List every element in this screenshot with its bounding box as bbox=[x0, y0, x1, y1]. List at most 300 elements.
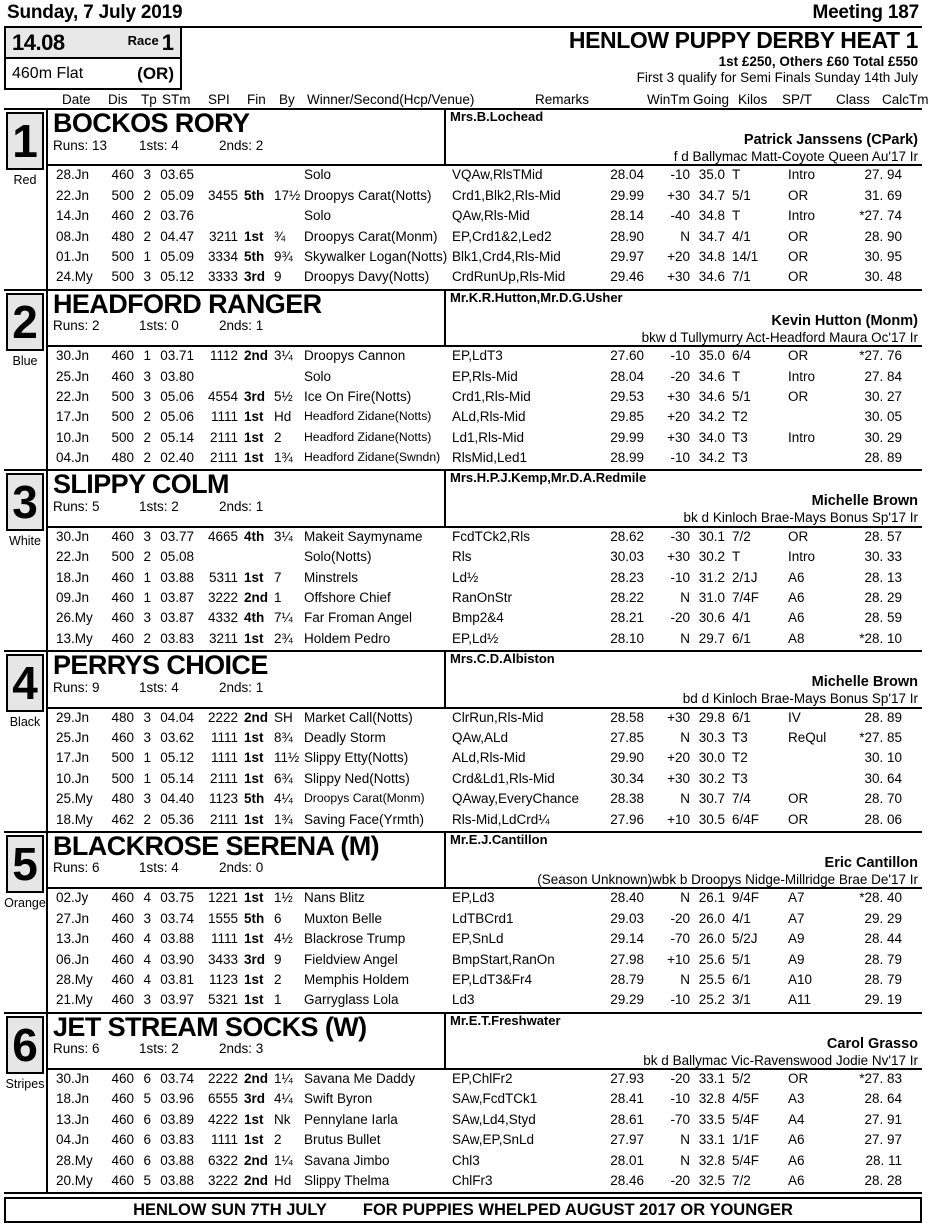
form-spi: 3211 bbox=[208, 228, 238, 244]
form-sp: 9/4F bbox=[732, 890, 760, 906]
form-trap: 2 bbox=[143, 450, 151, 466]
form-calctime: 30. 29 bbox=[864, 429, 902, 445]
form-calctime: *27. 85 bbox=[859, 729, 902, 745]
form-dis: 500 bbox=[111, 750, 134, 766]
runner-stats bbox=[53, 318, 444, 335]
form-finish: 2nd bbox=[244, 1071, 269, 1087]
form-row[interactable] bbox=[48, 228, 922, 248]
seconds-value: 0 bbox=[255, 860, 264, 876]
seconds-label: 2nds: bbox=[219, 860, 253, 876]
runner-name: HEADFORD RANGER bbox=[53, 288, 322, 319]
form-winner-second: Solo bbox=[304, 167, 332, 183]
runner-name-box[interactable] bbox=[48, 1011, 446, 1070]
race-prize: 1st £250, Others £60 Total £550 bbox=[718, 54, 918, 70]
runs-label: Runs: bbox=[53, 318, 89, 334]
form-sp: 3/1 bbox=[732, 992, 751, 1008]
form-going: -20 bbox=[670, 910, 690, 926]
form-remarks: FcdTCk2,Rls bbox=[452, 528, 531, 544]
runner-connections bbox=[446, 833, 922, 889]
runner-name-box[interactable] bbox=[48, 471, 446, 527]
form-dis: 500 bbox=[111, 409, 134, 425]
form-remarks: EP,LdT3&Fr4 bbox=[452, 971, 533, 987]
firsts-label: 1sts: bbox=[139, 137, 168, 153]
runs-label: Runs: bbox=[53, 137, 89, 153]
form-calctime: *28. 10 bbox=[859, 630, 902, 646]
form-beaten-by: Hd bbox=[274, 409, 292, 425]
form-trap: 2 bbox=[143, 811, 151, 827]
form-row[interactable] bbox=[48, 166, 922, 186]
form-row[interactable] bbox=[48, 630, 922, 650]
form-date: 25.Jn bbox=[56, 729, 90, 745]
form-class: A9 bbox=[788, 931, 805, 947]
form-finish: 1st bbox=[244, 409, 264, 425]
form-finish: 1st bbox=[244, 429, 264, 445]
form-row[interactable] bbox=[48, 1090, 922, 1110]
form-class: OR bbox=[788, 348, 809, 364]
form-spi: 3222 bbox=[207, 590, 238, 606]
form-calctime: *27. 83 bbox=[859, 1071, 902, 1087]
form-going: +30 bbox=[667, 709, 690, 725]
runner-name-box[interactable] bbox=[48, 288, 446, 347]
form-beaten-by: 1 bbox=[274, 992, 282, 1008]
form-dis: 480 bbox=[111, 450, 134, 466]
form-row[interactable] bbox=[48, 910, 922, 930]
form-going: +30 bbox=[667, 388, 690, 404]
runs-label: Runs: bbox=[53, 1041, 89, 1057]
form-spi: 4222 bbox=[207, 1111, 238, 1127]
form-winner-second: Offshore Chief bbox=[304, 590, 391, 606]
form-trap: 3 bbox=[143, 610, 151, 626]
form-beaten-by: 1 bbox=[274, 590, 282, 606]
form-date: 30.Jn bbox=[56, 528, 90, 544]
form-finish: 4th bbox=[244, 610, 265, 626]
form-remarks: SAw,FcdTCk1 bbox=[452, 1091, 538, 1107]
form-dis: 460 bbox=[111, 971, 134, 987]
form-row[interactable] bbox=[48, 368, 922, 388]
form-kilos: 30.2 bbox=[698, 770, 725, 786]
form-trap: 4 bbox=[143, 890, 151, 906]
form-remarks: LdTBCrd1 bbox=[452, 910, 514, 926]
runners-list bbox=[4, 110, 922, 1194]
form-finish: 1st bbox=[244, 228, 264, 244]
form-date: 06.Jn bbox=[56, 951, 90, 967]
form-beaten-by: 7 bbox=[274, 569, 282, 585]
form-going: -10 bbox=[670, 348, 690, 364]
form-wintime: 27.85 bbox=[610, 729, 644, 745]
form-dis: 500 bbox=[111, 187, 134, 203]
form-remarks: EP,ChlFr2 bbox=[452, 1071, 513, 1087]
colheader-spi: SPI bbox=[208, 92, 230, 107]
trap-colour-label: Black bbox=[9, 715, 41, 730]
form-going: +20 bbox=[667, 409, 690, 425]
form-wintime: 28.79 bbox=[610, 971, 644, 987]
runner-body bbox=[48, 110, 922, 289]
form-remarks: Crd1,Rls-Mid bbox=[452, 388, 531, 404]
form-row[interactable] bbox=[48, 207, 922, 227]
form-remarks: RanOnStr bbox=[452, 590, 513, 606]
form-dis: 460 bbox=[111, 1111, 134, 1127]
trap-number: 5 bbox=[6, 835, 44, 893]
form-going: -20 bbox=[670, 1071, 690, 1087]
form-dis: 500 bbox=[111, 770, 134, 786]
form-sectional: 03.74 bbox=[160, 910, 194, 926]
form-trap: 2 bbox=[143, 429, 151, 445]
form-spi: 3333 bbox=[207, 269, 238, 285]
form-date: 28.My bbox=[56, 1152, 93, 1168]
form-kilos: 32.8 bbox=[698, 1152, 725, 1168]
form-kilos: 25.5 bbox=[698, 971, 725, 987]
form-row[interactable] bbox=[48, 268, 922, 288]
form-sp: 5/4F bbox=[732, 1111, 760, 1127]
form-going: +10 bbox=[667, 951, 690, 967]
form-row[interactable] bbox=[48, 951, 922, 971]
trap-column bbox=[4, 652, 48, 831]
form-remarks: EP,SnLd bbox=[452, 931, 504, 947]
form-kilos: 30.2 bbox=[698, 549, 725, 565]
form-finish: 4th bbox=[244, 528, 265, 544]
form-class: A11 bbox=[788, 992, 812, 1008]
form-going: N bbox=[680, 228, 690, 244]
runner-name-box[interactable] bbox=[48, 830, 446, 889]
runner-name-box[interactable] bbox=[48, 110, 446, 166]
form-trap: 2 bbox=[143, 549, 151, 565]
form-beaten-by: 3¼ bbox=[274, 348, 293, 364]
trap-colour-label: Orange bbox=[4, 895, 46, 910]
form-class: A6 bbox=[788, 610, 805, 626]
form-trap: 3 bbox=[143, 388, 151, 404]
form-dis: 460 bbox=[111, 167, 134, 183]
form-going: N bbox=[680, 1132, 690, 1148]
form-calctime: *27. 76 bbox=[859, 348, 902, 364]
form-kilos: 32.8 bbox=[698, 1091, 725, 1107]
form-spi: 3433 bbox=[207, 951, 238, 967]
form-winner-second: Garryglass Lola bbox=[304, 992, 399, 1008]
colheader-remarks: Remarks bbox=[535, 92, 590, 107]
form-finish: 1st bbox=[244, 971, 264, 987]
form-sp: T3 bbox=[732, 770, 748, 786]
owner-name: Mr.E.T.Freshwater bbox=[450, 1012, 561, 1028]
form-row[interactable] bbox=[48, 729, 922, 749]
runner-header bbox=[48, 1011, 922, 1070]
form-row[interactable] bbox=[48, 408, 922, 428]
form-dis: 460 bbox=[111, 348, 134, 364]
form-sp: T bbox=[732, 368, 741, 384]
form-lines bbox=[48, 1070, 922, 1192]
form-row[interactable] bbox=[48, 548, 922, 568]
form-calctime: 28. 79 bbox=[864, 971, 902, 987]
form-trap: 2 bbox=[143, 630, 151, 646]
form-trap: 3 bbox=[143, 368, 151, 384]
race-distance: 460m Flat bbox=[12, 64, 84, 82]
runner-block bbox=[4, 830, 922, 1014]
form-wintime: 27.98 bbox=[610, 951, 644, 967]
form-class: A6 bbox=[788, 590, 805, 606]
form-date: 22.Jn bbox=[56, 549, 90, 565]
form-spi: 1111 bbox=[210, 750, 238, 766]
breeding-line: bd d Kinloch Brae-Mays Bonus Sp'17 Ir bbox=[682, 691, 918, 707]
seconds-value: 1 bbox=[255, 499, 264, 514]
form-kilos: 33.1 bbox=[698, 1132, 725, 1148]
form-kilos: 34.7 bbox=[698, 187, 725, 203]
form-row[interactable] bbox=[48, 609, 922, 629]
runner-header bbox=[48, 471, 922, 527]
form-finish: 5th bbox=[244, 910, 265, 926]
form-class: A8 bbox=[788, 630, 805, 646]
form-kilos: 34.7 bbox=[698, 228, 725, 244]
form-row[interactable] bbox=[48, 449, 922, 469]
form-kilos: 34.0 bbox=[698, 429, 725, 445]
form-dis: 500 bbox=[111, 248, 134, 264]
runner-name-box[interactable] bbox=[48, 652, 446, 708]
form-wintime: 28.38 bbox=[610, 791, 644, 807]
form-kilos: 26.0 bbox=[698, 931, 725, 947]
form-kilos: 33.1 bbox=[698, 1071, 725, 1087]
form-sectional: 05.14 bbox=[160, 429, 194, 445]
firsts-label: 1sts: bbox=[139, 679, 168, 695]
form-row[interactable] bbox=[48, 1070, 922, 1090]
form-row[interactable] bbox=[48, 429, 922, 449]
form-kilos: 35.0 bbox=[698, 348, 725, 364]
form-sp: 6/4F bbox=[732, 811, 760, 827]
form-remarks: SAw,EP,SnLd bbox=[452, 1132, 535, 1148]
form-sectional: 05.36 bbox=[160, 811, 194, 827]
form-sectional: 03.96 bbox=[160, 1091, 194, 1107]
form-spi: 1111 bbox=[210, 1132, 238, 1148]
form-row[interactable] bbox=[48, 187, 922, 207]
form-row[interactable] bbox=[48, 1111, 922, 1131]
form-date: 18.Jn bbox=[56, 1091, 90, 1107]
form-remarks: Rls-Mid,LdCrd¼ bbox=[452, 811, 550, 827]
form-winner-second: Solo bbox=[304, 368, 332, 384]
form-sp: 14/1 bbox=[732, 248, 759, 264]
runner-name: BLACKROSE SERENA (M) bbox=[53, 830, 380, 861]
form-row[interactable] bbox=[48, 1152, 922, 1172]
race-qualification-note: First 3 qualify for Semi Finals Sunday 14th July bbox=[636, 70, 918, 86]
form-class: A6 bbox=[788, 1173, 805, 1189]
trap-column bbox=[4, 291, 48, 470]
form-calctime: 29. 19 bbox=[864, 992, 902, 1008]
runner-body bbox=[48, 288, 922, 470]
form-going: N bbox=[680, 590, 690, 606]
form-going: -70 bbox=[670, 1111, 690, 1127]
runner-header bbox=[48, 830, 922, 889]
form-class: OR bbox=[788, 791, 809, 807]
form-class: IV bbox=[788, 709, 801, 725]
form-trap: 2 bbox=[143, 228, 151, 244]
runner-block bbox=[4, 288, 922, 472]
breeding-line: f d Ballymac Matt-Coyote Queen Au'17 Ir bbox=[673, 148, 918, 164]
form-calctime: 27. 97 bbox=[864, 1132, 902, 1148]
owner-name: Mrs.H.P.J.Kemp,Mr.D.A.Redmile bbox=[450, 470, 647, 486]
form-row[interactable] bbox=[48, 589, 922, 609]
form-calctime: 30. 27 bbox=[864, 388, 902, 404]
runner-body bbox=[48, 652, 922, 831]
form-wintime: 28.04 bbox=[610, 368, 644, 384]
form-sectional: 05.08 bbox=[160, 549, 194, 565]
form-row[interactable] bbox=[48, 709, 922, 729]
form-calctime: 28. 57 bbox=[864, 528, 902, 544]
form-row[interactable] bbox=[48, 790, 922, 810]
runs-label: Runs: bbox=[53, 679, 89, 695]
form-sp: T2 bbox=[732, 409, 748, 425]
form-class: ReQul bbox=[788, 729, 827, 745]
form-row[interactable] bbox=[48, 569, 922, 589]
race-title: HENLOW PUPPY DERBY HEAT 1 bbox=[568, 27, 918, 53]
form-kilos: 29.8 bbox=[698, 709, 725, 725]
form-remarks: EP,Crd1&2,Led2 bbox=[452, 228, 552, 244]
form-dis: 460 bbox=[111, 208, 134, 224]
race-info-box bbox=[4, 28, 182, 90]
form-date: 02.Jy bbox=[56, 890, 89, 906]
form-sp: T bbox=[732, 549, 741, 565]
runner-header bbox=[48, 652, 922, 708]
runner-header bbox=[48, 288, 922, 347]
form-lines bbox=[48, 709, 922, 831]
form-sectional: 03.81 bbox=[160, 971, 194, 987]
form-sectional: 03.87 bbox=[160, 610, 194, 626]
form-beaten-by: 4½ bbox=[274, 931, 293, 947]
form-sectional: 03.83 bbox=[160, 630, 194, 646]
form-row[interactable] bbox=[48, 1131, 922, 1151]
runner-body bbox=[48, 471, 922, 650]
page-footer bbox=[4, 1197, 922, 1223]
form-row[interactable] bbox=[48, 991, 922, 1011]
form-spi: 1123 bbox=[208, 791, 238, 807]
form-row[interactable] bbox=[48, 388, 922, 408]
form-dis: 462 bbox=[111, 811, 134, 827]
form-calctime: 28. 11 bbox=[865, 1152, 902, 1168]
form-dis: 460 bbox=[111, 630, 134, 646]
trap-column bbox=[4, 1014, 48, 1193]
form-going: -10 bbox=[670, 992, 690, 1008]
form-kilos: 30.0 bbox=[698, 750, 725, 766]
colheader-calctm: CalcTm bbox=[882, 92, 929, 107]
form-remarks: Crd1,Blk2,Rls-Mid bbox=[452, 187, 561, 203]
form-row[interactable] bbox=[48, 248, 922, 268]
form-calctime: 28. 06 bbox=[864, 811, 902, 827]
form-date: 13.Jn bbox=[56, 931, 90, 947]
form-dis: 460 bbox=[111, 1152, 134, 1168]
form-beaten-by: 11½ bbox=[274, 750, 300, 766]
form-going: N bbox=[680, 890, 690, 906]
form-beaten-by: 3¼ bbox=[274, 528, 293, 544]
form-date: 30.Jn bbox=[56, 1071, 90, 1087]
form-row[interactable] bbox=[48, 528, 922, 548]
form-finish: 1st bbox=[244, 931, 264, 947]
form-dis: 480 bbox=[111, 228, 134, 244]
race-time-row bbox=[6, 28, 180, 59]
form-row[interactable] bbox=[48, 1172, 922, 1192]
trap-column bbox=[4, 833, 48, 1012]
form-class: Intro bbox=[788, 368, 816, 384]
form-winner-second: Slippy Etty(Notts) bbox=[304, 750, 409, 766]
runs-label: Runs: bbox=[53, 499, 89, 514]
form-row[interactable] bbox=[48, 749, 922, 769]
form-date: 04.Jn bbox=[56, 450, 90, 466]
race-label: Race bbox=[127, 32, 159, 48]
form-class: OR bbox=[788, 1071, 809, 1087]
runner-stats bbox=[53, 499, 444, 516]
form-wintime: 28.46 bbox=[610, 1173, 644, 1189]
form-winner-second: Headford Zidane(Swndn) bbox=[304, 450, 441, 465]
seconds-label: 2nds: bbox=[219, 137, 253, 153]
runner-body bbox=[48, 830, 922, 1012]
form-row[interactable] bbox=[48, 811, 922, 831]
form-beaten-by: 6 bbox=[274, 910, 282, 926]
form-sp: 6/1 bbox=[732, 971, 751, 987]
form-beaten-by: 1¼ bbox=[274, 1152, 293, 1168]
colheader-class: Class bbox=[836, 92, 870, 107]
form-sectional: 03.77 bbox=[160, 528, 194, 544]
form-wintime: 28.21 bbox=[610, 610, 644, 626]
trap-column bbox=[4, 110, 48, 289]
form-dis: 460 bbox=[111, 910, 134, 926]
form-spi: 1111 bbox=[210, 931, 238, 947]
form-kilos: 25.2 bbox=[698, 992, 725, 1008]
form-sectional: 04.04 bbox=[160, 709, 194, 725]
form-date: 25.Jn bbox=[56, 368, 90, 384]
form-sp: 7/1 bbox=[732, 269, 751, 285]
form-trap: 6 bbox=[143, 1152, 151, 1168]
form-winner-second: Brutus Bullet bbox=[304, 1132, 381, 1148]
form-wintime: 28.14 bbox=[610, 208, 644, 224]
form-remarks: Rls bbox=[452, 549, 472, 565]
seconds-value: 1 bbox=[255, 318, 264, 334]
firsts-value: 4 bbox=[171, 679, 179, 695]
form-finish: 3rd bbox=[244, 388, 266, 404]
trainer-name: Eric Cantillon bbox=[824, 854, 918, 871]
runs-value: 2 bbox=[92, 318, 100, 334]
form-sectional: 03.87 bbox=[160, 590, 194, 606]
form-remarks: Bmp2&4 bbox=[452, 610, 504, 626]
form-row[interactable] bbox=[48, 889, 922, 909]
form-row[interactable] bbox=[48, 971, 922, 991]
form-finish: 1st bbox=[244, 1111, 264, 1127]
trap-colour-label: Blue bbox=[12, 353, 38, 368]
form-kilos: 26.1 bbox=[698, 890, 725, 906]
runs-value: 6 bbox=[92, 1041, 100, 1057]
form-row[interactable] bbox=[48, 770, 922, 790]
seconds-label: 2nds: bbox=[219, 679, 253, 695]
form-wintime: 29.03 bbox=[610, 910, 644, 926]
form-kilos: 34.2 bbox=[698, 450, 725, 466]
form-winner-second: Solo bbox=[304, 208, 332, 224]
breeding-line: (Season Unknown)wbk b Droopys Nidge-Millridge Brae De'17 Ir bbox=[537, 871, 918, 887]
colheader-tp: Tp bbox=[141, 92, 157, 107]
form-sectional: 05.09 bbox=[160, 248, 194, 264]
colheader-stm: STm bbox=[162, 92, 191, 107]
seconds-label: 2nds: bbox=[219, 318, 253, 334]
form-row[interactable] bbox=[48, 930, 922, 950]
form-dis: 500 bbox=[111, 549, 134, 565]
form-finish: 1st bbox=[244, 811, 264, 827]
form-finish: 3rd bbox=[244, 951, 266, 967]
form-wintime: 29.14 bbox=[610, 931, 644, 947]
form-winner-second: Minstrels bbox=[304, 569, 359, 585]
form-calctime: 28. 29 bbox=[864, 590, 902, 606]
form-row[interactable] bbox=[48, 347, 922, 367]
form-winner-second: Deadly Storm bbox=[304, 729, 386, 745]
runner-name: SLIPPY COLM bbox=[53, 469, 229, 500]
column-header-row bbox=[4, 90, 929, 110]
form-sectional: 03.88 bbox=[160, 931, 194, 947]
form-sectional: 03.76 bbox=[160, 208, 194, 224]
form-date: 29.Jn bbox=[56, 709, 90, 725]
form-spi: 5321 bbox=[207, 992, 238, 1008]
form-sp: T bbox=[732, 167, 741, 183]
runner-block bbox=[4, 471, 922, 652]
form-winner-second: Far Froman Angel bbox=[304, 610, 413, 626]
